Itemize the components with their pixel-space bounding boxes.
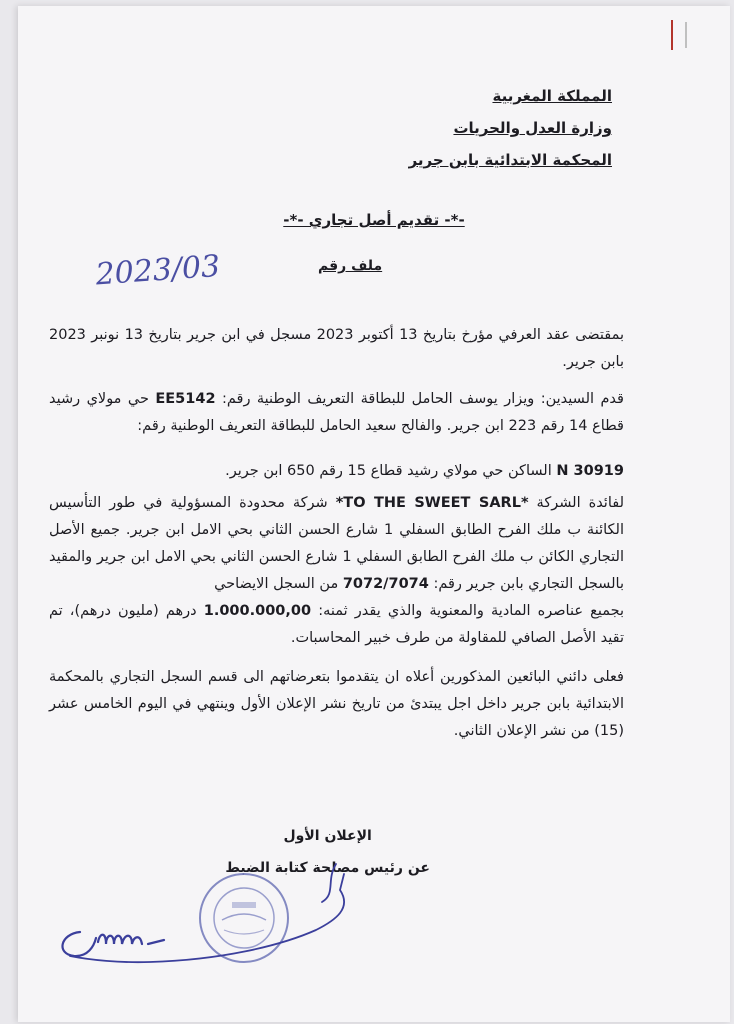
address-text: الساكن حي مولاي رشيد قطاع 15 رقم 650 ابن جرير.: [225, 463, 557, 479]
company-text-b: شركة محدودة المسؤولية في طور التأسيس الكائنة ب ملك الفرح الطابق السفلي 1 شارع الحسن الثاني بحي الامل ابن جرير. جميع الأصل التجاري الكائن ب ملك الفرح الطابق السفلي 1 شارع الحسن الثاني بحي الامل ابن جرير والمقيد بالسجل التجاري بابن جرير رقم:: [49, 495, 624, 592]
header-ministry: وزارة العدل والحريات: [453, 119, 612, 137]
price-text-a: بجميع عناصره المادية والمعنوية والذي يقدر ثمنه:: [311, 603, 624, 619]
id-number-1: EE5142: [155, 391, 216, 407]
paragraph-price: [49, 598, 624, 652]
file-number: 2023/03: [94, 248, 222, 293]
header-court: المحكمة الابتدائية بابن جرير: [408, 151, 612, 169]
paragraph-creditors: فعلى دائني البائعين المذكورين أعلاه ان يتقدموا بتعرضاتهم الى قسم السجل التجاري بالمحكمة الابتدائية بابن جرير داخل اجل يبتدئ من تاريخ نشر الإعلان الأول وينتهي في اليوم الخامس عشر (15) من نشر الإعلان الثاني.: [49, 669, 624, 739]
id-number-2: N 30919: [556, 463, 624, 479]
first-announcement: الإعلان الأول: [283, 828, 372, 844]
file-label: ملف رقم: [318, 258, 383, 274]
parties-text-a: قدم السيدين: ويزار يوسف الحامل للبطاقة التعريف الوطنية رقم:: [215, 391, 624, 407]
company-name: *TO THE SWEET SARL*: [335, 495, 529, 511]
company-text-a: لفائدة الشركة: [528, 495, 625, 511]
registry-number: 7072/7074: [342, 576, 429, 592]
header-kingdom: المملكة المغربية: [492, 87, 612, 105]
document-header: [409, 80, 612, 176]
clerk-office-head: عن رئيس مصلحة كتابة الضبط: [225, 860, 430, 876]
handwritten-file-number: [94, 234, 344, 293]
paragraph-address: [49, 458, 624, 485]
paragraph-contract: بمقتضى عقد العرفي مؤرخ بتاريخ 13 أكتوبر 2023 مسجل في ابن جرير بتاريخ 13 نونبر 2023 بابن جرير.: [49, 327, 625, 370]
paragraph-company: [49, 490, 624, 598]
parties-text-b: حي مولاي رشيد قطاع 14 رقم 223 ابن جرير. والفالح سعيد الحامل للبطاقة التعريف الوطنية رقم:: [49, 391, 624, 434]
paragraph-parties: [49, 386, 624, 440]
edge-mark-icon: [658, 16, 698, 56]
price-text-b: درهم (مليون درهم)، تم تقيد الأصل الصافي للمقاولة من طرف خبير المحاسبات.: [49, 603, 624, 646]
document-page: [18, 6, 730, 1022]
document-subject: -*- تقديم أصل تجاري -*-: [283, 211, 465, 229]
company-text-c: من السجل الايضاحي: [214, 576, 343, 592]
handwritten-signature-icon: [40, 860, 370, 970]
price-amount: 1.000.000,00: [203, 603, 312, 619]
